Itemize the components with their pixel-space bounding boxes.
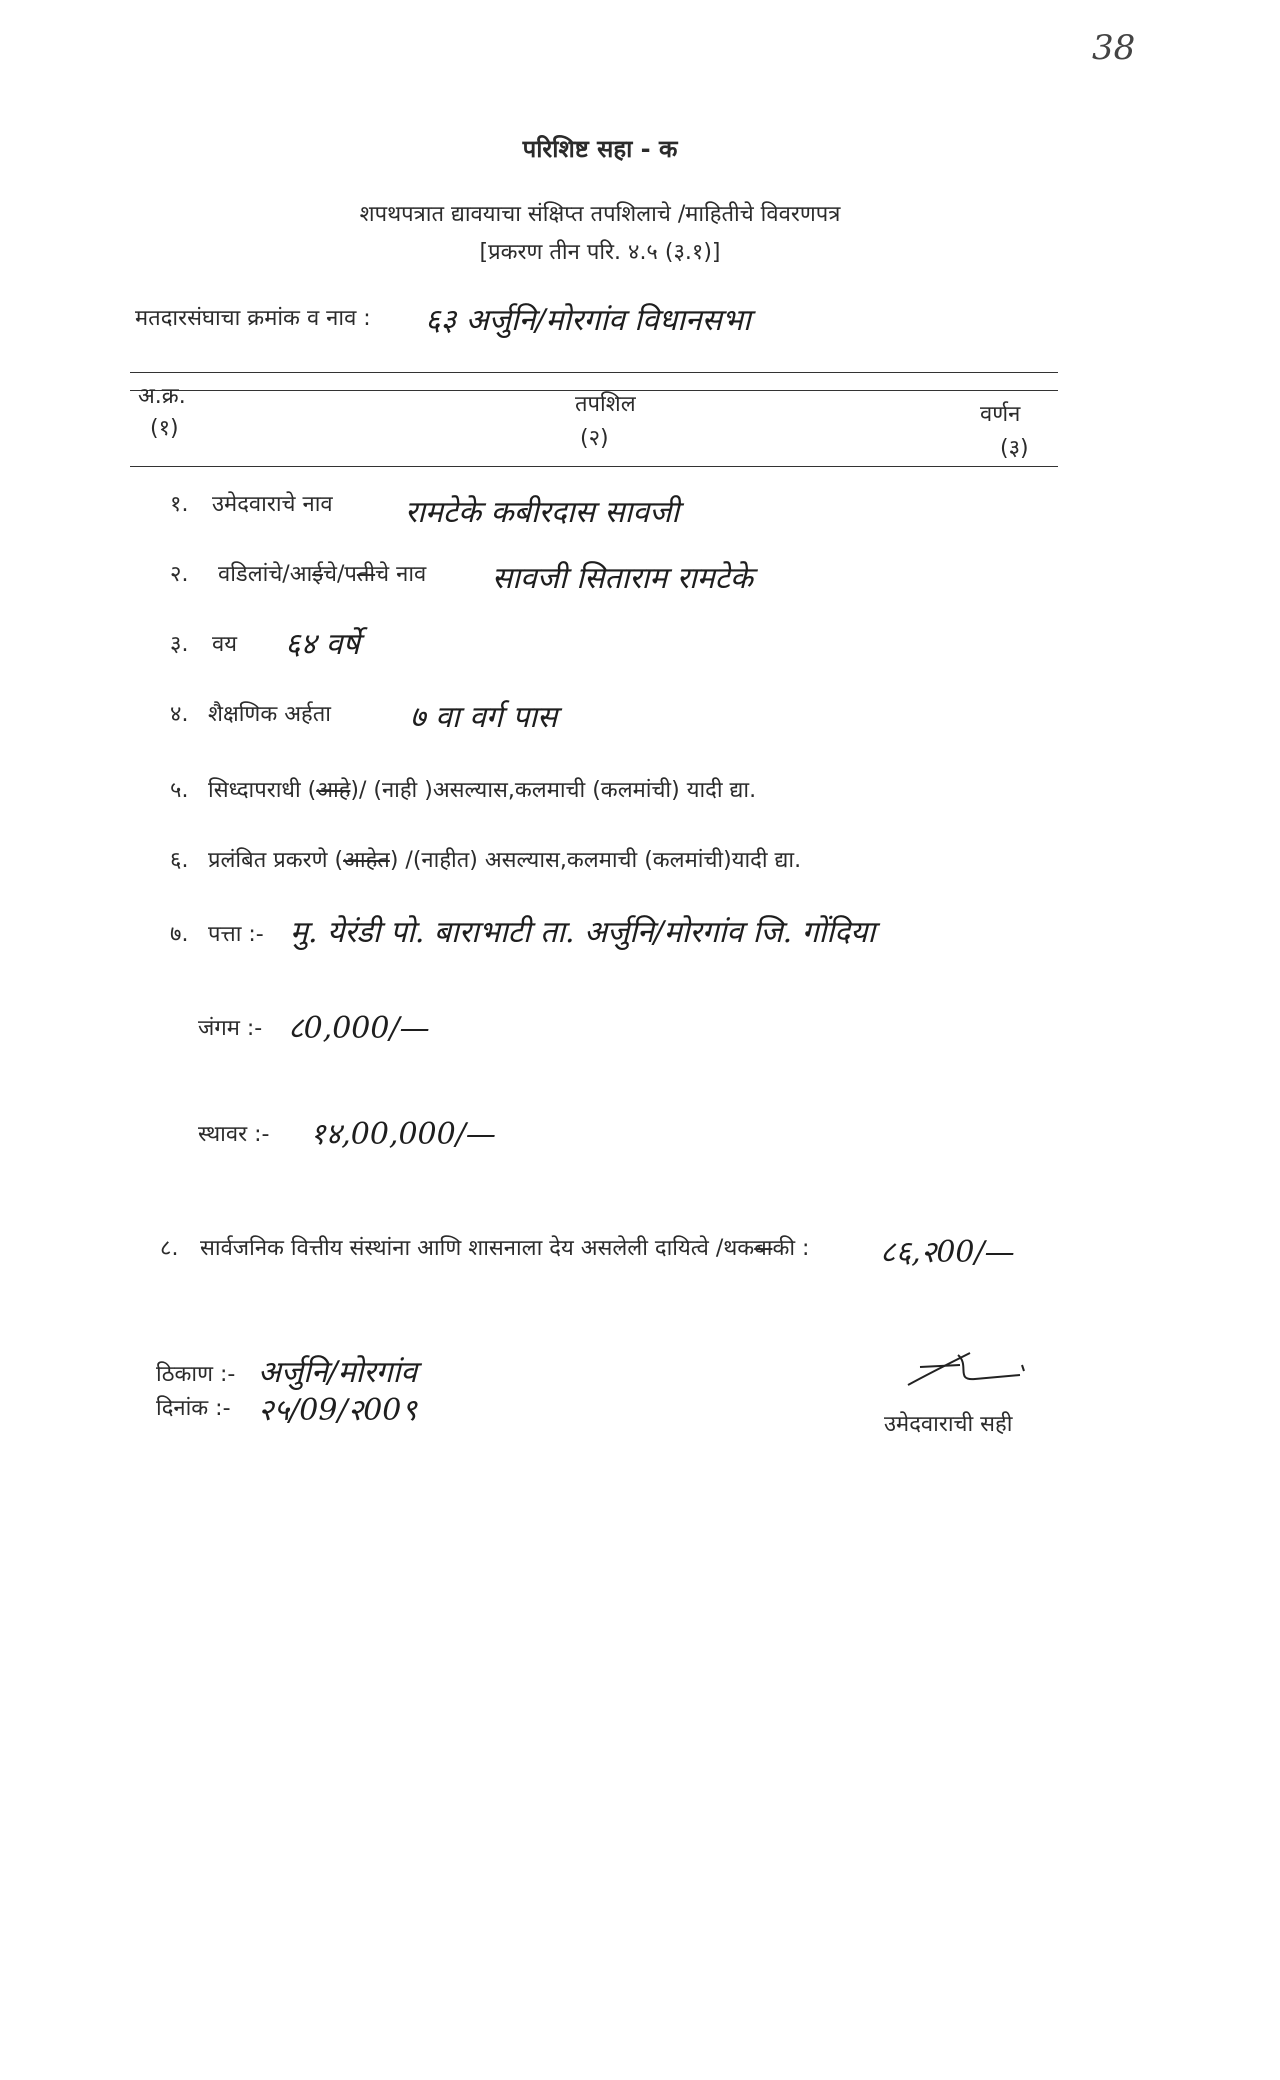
item-father-label: वडिलांचे/आईचे/पतीचे नाव [218, 562, 427, 587]
item-father-num: २. [170, 562, 189, 587]
item-criminal-num: ५. [170, 778, 189, 803]
table-top-rule [130, 372, 1058, 373]
item-criminal-label: सिध्दापराधी (आहे)/ (नाही )असल्यास,कलमाची (कलमांची) यादी द्या. [208, 778, 757, 803]
immovable-value: १४,00,000/— [310, 1117, 496, 1152]
col2-label: तपशिल [575, 392, 636, 417]
col3-num: (३) [1000, 436, 1029, 461]
place-label: ठिकाण :- [156, 1362, 236, 1387]
item-liabilities-value: ८६,२00/— [880, 1235, 1015, 1270]
col3-label: वर्णन [980, 402, 1021, 427]
item-age-label: वय [212, 632, 237, 657]
page-subtitle: शपथपत्रात द्यावयाचा संक्षिप्त तपशिलाचे /माहितीचे विवरणपत्र [359, 202, 841, 227]
item-pending-label: प्रलंबित प्रकरणे (आहेत) /(नाहीत) असल्यास,कलमाची (कलमांची)यादी द्या. [208, 848, 802, 873]
item-name-label: उमेदवाराचे नाव [212, 492, 333, 517]
item-education-value: ७ वा वर्ग पास [410, 700, 558, 735]
page-reference: [प्रकरण तीन परि. ४.५ (३.१)] [479, 240, 721, 265]
item-address-num: ७. [170, 922, 189, 947]
col1-num: (१) [150, 416, 179, 441]
place-value: अर्जुनि/मोरगांव [258, 1355, 418, 1390]
col1-label: अ.क्र. [138, 384, 186, 409]
date-value: २५/09/२00९ [258, 1393, 417, 1428]
page-number: 38 [1092, 28, 1136, 68]
item-address-value: मु. येरंडी पो. बाराभाटी ता. अर्जुनि/मोरगांव जि. गोंदिया [290, 915, 876, 950]
movable-value: ८0,000/— [288, 1011, 430, 1046]
item-liabilities-label: सार्वजनिक वित्तीय संस्थांना आणि शासनाला देय असलेली दायित्वे /थकबाकी : [200, 1236, 810, 1261]
item-education-label: शैक्षणिक अर्हता [208, 702, 331, 727]
item-age-num: ३. [170, 632, 189, 657]
item-liabilities-num: ८. [160, 1236, 179, 1261]
col2-num: (२) [580, 426, 609, 451]
page-title: परिशिष्ट सहा - क [522, 135, 678, 163]
immovable-label: स्थावर :- [198, 1122, 270, 1147]
candidate-signature [900, 1345, 1040, 1395]
constituency-value: ६३ अर्जुनि/मोरगांव विधानसभा [425, 303, 751, 338]
item-education-num: ४. [170, 702, 189, 727]
movable-label: जंगम :- [198, 1016, 263, 1041]
constituency-label: मतदारसंघाचा क्रमांक व नाव : [135, 306, 371, 331]
date-label: दिनांक :- [156, 1396, 231, 1421]
item-pending-num: ६. [170, 848, 189, 873]
signature-label: उमेदवाराची सही [884, 1412, 1013, 1437]
item-address-label: पत्ता :- [208, 922, 264, 947]
item-name-value: रामटेके कबीरदास सावजी [405, 495, 680, 530]
item-name-num: १. [170, 492, 189, 517]
item-age-value: ६४ वर्षे [285, 627, 360, 662]
table-header-bottom-rule [130, 466, 1058, 467]
item-father-value: सावजी सिताराम रामटेके [492, 561, 753, 596]
